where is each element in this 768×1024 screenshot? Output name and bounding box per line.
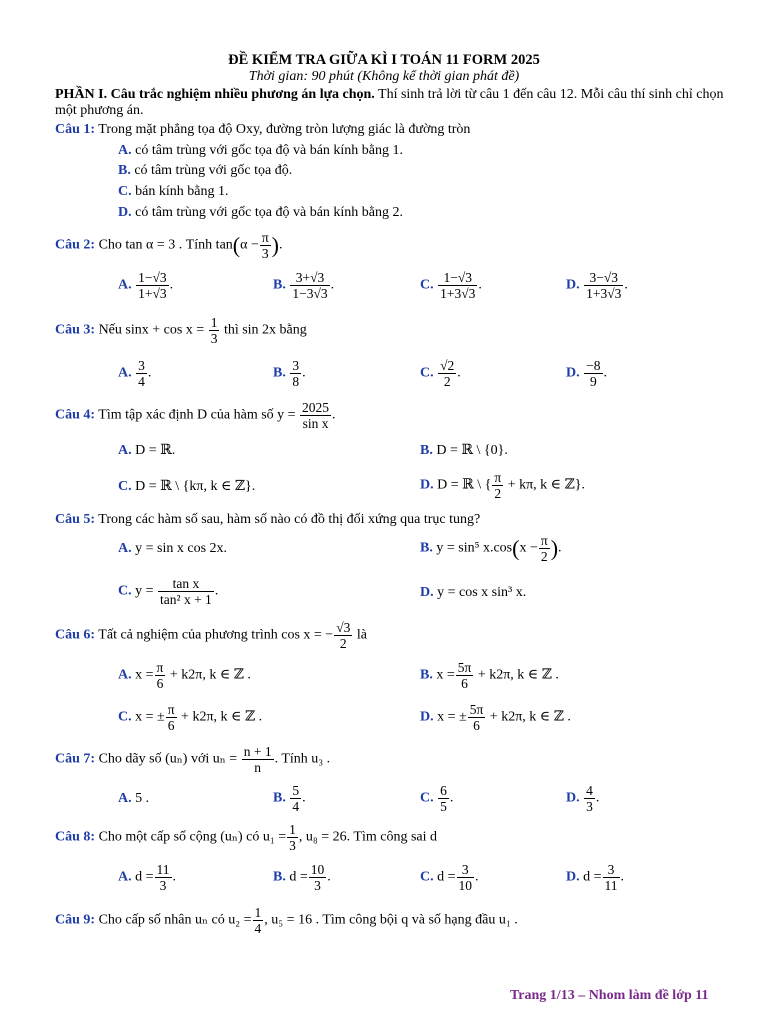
question-label: Câu 1:: [55, 122, 96, 137]
paren-close: ): [271, 232, 279, 258]
question-1-stem: [55, 122, 470, 138]
exam-subtitle: Thời gian: 90 phút (Không kể thời gian phát đề): [248, 69, 520, 84]
q1-option-a: [118, 143, 403, 159]
option-label: B.: [273, 365, 286, 381]
option-label: D.: [118, 205, 132, 220]
question-text: , u₅ = 16 . Tìm công bội q và số hạng đầu u₁ .: [264, 912, 518, 928]
option-label: B.: [420, 667, 433, 683]
option-label: B.: [420, 443, 433, 458]
option-text: y = sin⁵ x.cos: [432, 540, 513, 556]
option-text: x = ±: [433, 709, 467, 725]
paren-close: ): [550, 535, 559, 561]
option-label: B.: [273, 790, 286, 806]
option-label: A.: [118, 667, 132, 683]
q6-option-a: [118, 660, 251, 691]
q5-option-c: C. y = $\frac{\text{tan x}}{\text{tan² x + 1}}$ .: [118, 576, 219, 607]
fraction: $\frac{6}{5}$: [440, 783, 447, 814]
q1-option-c: [118, 184, 228, 200]
fraction: $\frac{-8}{9}$: [586, 358, 601, 389]
option-label: D.: [566, 365, 580, 381]
option-text: có tâm trùng với gốc tọa độ.: [130, 163, 293, 178]
q3-option-a: A. $\frac{3}{4}$ .: [118, 358, 152, 389]
option-text: + k2π, k ∈ ℤ .: [474, 667, 559, 683]
fraction: $\frac{3+√3}{1-3√3}$: [292, 270, 328, 301]
fraction: $\frac{1-√3}{1+√3}$: [138, 270, 167, 301]
option-text: x =: [131, 667, 154, 683]
q1-option-b: [118, 163, 292, 179]
option-label: D.: [566, 790, 580, 806]
option-label: C.: [118, 479, 132, 494]
q4-option-d: [420, 470, 585, 501]
option-label: D.: [566, 869, 580, 885]
part-title: PHẦN I. Câu trắc nghiệm nhiều phương án lựa chọn.: [55, 87, 375, 102]
question-text: Nếu sinx + cos x =: [95, 322, 205, 338]
fraction: $\frac{4}{3}$: [586, 783, 593, 814]
fraction: $\frac{1}{3}$: [210, 315, 218, 346]
question-2-stem: Câu 2: Cho tan α = 3 . Tính tan(α − $\frac{\pi}{3}$ ).: [55, 230, 283, 261]
fraction: $\frac{√3}{2}$: [336, 620, 351, 651]
q6-option-c: [118, 702, 262, 733]
option-text: y = sin x cos 2x.: [131, 541, 228, 556]
question-text: thì sin 2x bằng: [220, 322, 307, 338]
option-text: + k2π, k ∈ ℤ .: [177, 709, 263, 725]
fraction: $\frac{√2}{2}$: [440, 358, 455, 389]
option-text: d =: [433, 869, 456, 885]
question-label: Câu 8:: [55, 829, 96, 845]
question-5-stem: [55, 512, 480, 528]
option-label: C.: [420, 790, 434, 806]
q7-option-c: C. $\frac{6}{5}$ .: [420, 783, 454, 814]
question-9-stem: [55, 905, 518, 936]
fraction: $\frac{1-√3}{1+3√3}$: [440, 270, 476, 301]
question-text: Tất cả nghiệm của phương trình cos x = −: [95, 627, 334, 643]
option-label: D.: [420, 477, 434, 493]
option-label: A.: [118, 541, 132, 556]
question-text: Trong các hàm số sau, hàm số nào có đồ thị đối xứng qua trục tung?: [95, 512, 481, 527]
fraction: $\frac{1}{4}$: [254, 905, 262, 936]
option-label: A.: [118, 869, 132, 885]
fraction: $\frac{n + 1}{n}$: [243, 744, 272, 775]
option-label: C.: [118, 583, 132, 599]
q5-option-a: [118, 541, 227, 557]
fraction: $\frac{5}{4}$: [292, 783, 300, 814]
q3-option-d: D. $\frac{-8}{9}$ .: [566, 358, 607, 389]
question-label: Câu 5:: [55, 512, 96, 527]
option-text: có tâm trùng với gốc tọa độ và bán kính bằng 2.: [131, 205, 404, 220]
paren-open: (: [512, 535, 520, 561]
fraction: $\frac{11}{3}$: [156, 862, 170, 893]
option-label: B.: [273, 277, 286, 293]
option-label: B.: [420, 540, 433, 556]
q5-option-d: [420, 585, 526, 601]
option-label: A.: [118, 791, 132, 806]
question-label: Câu 7:: [55, 751, 96, 767]
question-text: , u₈ = 26. Tìm công sai d: [298, 829, 438, 845]
fraction: $\frac{5\pi}{6}$: [457, 660, 472, 691]
option-text: 5 .: [131, 791, 150, 806]
question-label: Câu 3:: [55, 322, 96, 338]
option-label: C.: [420, 365, 434, 381]
question-8-stem: [55, 822, 437, 853]
q8-option-b: B. d = $\frac{10}{3}$ .: [273, 862, 331, 893]
q6-option-d: [420, 702, 571, 733]
q4-option-b: [420, 442, 508, 459]
paren-open: (: [232, 232, 241, 258]
q1-option-d: [118, 205, 403, 221]
option-text: d =: [285, 869, 308, 885]
question-text: là: [353, 627, 367, 643]
option-text: có tâm trùng với gốc tọa độ và bán kính bằng 1.: [131, 143, 404, 158]
option-text: D = ℝ.: [131, 443, 176, 458]
option-label: B.: [273, 869, 286, 885]
option-label: B.: [118, 163, 131, 178]
option-text: D = ℝ \ {: [433, 477, 492, 493]
option-text: + kπ, k ∈ ℤ}.: [504, 477, 585, 493]
option-text: D = ℝ \ {kπ, k ∈ ℤ}.: [131, 479, 256, 494]
question-text: Cho một cấp số cộng (uₙ) có u₁ =: [95, 829, 287, 845]
fraction: $\frac{3}{11}$: [604, 862, 618, 893]
option-label: A.: [118, 443, 132, 458]
option-text: x −: [519, 540, 538, 556]
question-text: . Tính u₃ .: [274, 751, 331, 767]
option-text: d =: [131, 869, 154, 885]
option-label: D.: [566, 277, 580, 293]
q8-option-a: A. d = $\frac{11}{3}$ .: [118, 862, 177, 893]
fraction: $\frac{\pi}{3}$: [261, 230, 269, 261]
question-label: Câu 6:: [55, 627, 96, 643]
question-text: α −: [240, 237, 259, 253]
q4-option-a: [118, 442, 175, 459]
q3-option-c: C. $\frac{√2}{2}$ .: [420, 358, 461, 389]
q7-option-a: [118, 791, 149, 807]
question-text: Cho dãy số (uₙ) với uₙ =: [95, 751, 238, 767]
fraction: $\frac{3-√3}{1+3√3}$: [586, 270, 622, 301]
option-text: d =: [579, 869, 602, 885]
fraction: $\frac{\pi}{6}$: [167, 702, 175, 733]
q2-option-a: A. $\frac{1-√3}{1+√3}$ .: [118, 270, 174, 301]
option-text: y = cos x sin³ x.: [433, 585, 527, 600]
option-label: C.: [118, 709, 132, 725]
question-text: Trong mặt phẳng tọa độ Oxy, đường tròn lượng giác là đường tròn: [95, 122, 471, 137]
question-label: Câu 4:: [55, 407, 96, 423]
q5-option-b: B. y = sin⁵ x.cos(x − $\frac{\pi}{2}$ ).: [420, 533, 562, 564]
q2-option-c: C. $\frac{1-√3}{1+3√3}$ .: [420, 270, 482, 301]
option-label: A.: [118, 365, 132, 381]
fraction: $\frac{3}{4}$: [138, 358, 145, 389]
question-3-stem: [55, 315, 307, 346]
question-4-stem: Câu 4: Tìm tập xác định D của hàm số y = $\frac{2025}{\text{sin x}}$ .: [55, 400, 336, 431]
q8-option-d: D. d = $\frac{3}{11}$ .: [566, 862, 625, 893]
question-text: Cho tan α = 3 . Tính tan: [95, 237, 233, 253]
fraction: $\frac{3}{8}$: [292, 358, 300, 389]
fraction: $\frac{10}{3}$: [310, 862, 325, 893]
q6-option-b: [420, 660, 559, 691]
q7-option-b: B. $\frac{5}{4}$ .: [273, 783, 306, 814]
option-label: C.: [118, 184, 132, 199]
question-6-stem: [55, 620, 367, 651]
option-label: C.: [420, 869, 434, 885]
option-label: D.: [420, 585, 434, 600]
q2-option-d: D. $\frac{3-√3}{1+3√3}$ .: [566, 270, 628, 301]
option-text: bán kính bằng 1.: [131, 184, 229, 199]
option-label: C.: [420, 277, 434, 293]
option-text: y =: [131, 583, 154, 599]
option-label: D.: [420, 709, 434, 725]
question-text: Cho cấp số nhân uₙ có u₂ =: [95, 912, 252, 928]
part-heading: [55, 87, 725, 119]
question-7-stem: [55, 744, 330, 775]
fraction: $\frac{5\pi}{6}$: [469, 702, 484, 733]
option-label: A.: [118, 143, 132, 158]
q3-option-b: B. $\frac{3}{8}$ .: [273, 358, 306, 389]
fraction: $\frac{\text{tan x}}{\text{tan² x + 1}}$: [160, 576, 212, 607]
option-text: x = ±: [131, 709, 165, 725]
fraction: $\frac{\pi}{2}$: [494, 470, 502, 501]
question-label: Câu 9:: [55, 912, 96, 928]
exam-title: ĐỀ KIỂM TRA GIỮA KÌ I TOÁN 11 FORM 2025: [228, 52, 540, 68]
page-footer: Trang 1/13 – Nhom làm đề lớp 11: [510, 988, 709, 1003]
q8-option-c: C. d = $\frac{3}{10}$ .: [420, 862, 479, 893]
part-instructions: Thí sinh trả lời từ câu 1 đến câu 12. Mỗi câu thí sinh chỉ chọn một phương án.: [55, 87, 724, 118]
question-label: Câu 2:: [55, 237, 96, 253]
q2-option-b: B. $\frac{3+√3}{1-3√3}$ .: [273, 270, 335, 301]
q4-option-c: [118, 478, 255, 495]
fraction: $\frac{2025}{\text{sin x}}$: [302, 400, 330, 431]
question-text: Tìm tập xác định D của hàm số y =: [95, 407, 296, 423]
option-text: + k2π, k ∈ ℤ .: [166, 667, 251, 683]
fraction: $\frac{3}{10}$: [458, 862, 473, 893]
option-text: D = ℝ \ {0}.: [432, 443, 508, 458]
option-text: + k2π, k ∈ ℤ .: [486, 709, 571, 725]
option-label: A.: [118, 277, 132, 293]
fraction: $\frac{\pi}{2}$: [540, 533, 548, 564]
option-text: x =: [432, 667, 455, 683]
q7-option-d: D. $\frac{4}{3}$ .: [566, 783, 600, 814]
fraction: $\frac{1}{3}$: [289, 822, 296, 853]
fraction: $\frac{\pi}{6}$: [156, 660, 164, 691]
